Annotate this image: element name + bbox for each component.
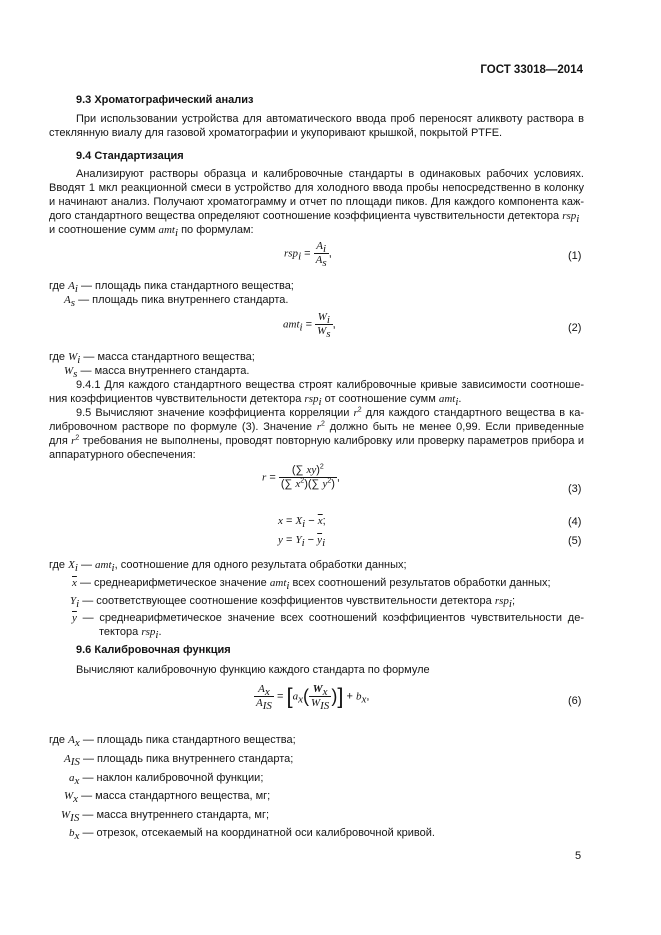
page-number: 5	[575, 850, 582, 862]
s95-line1: 9.5 Вычисляют значение коэффициента корреляции $r^2$ для каждого стандартного вещества в ка-	[76, 406, 585, 419]
equation-1: rsp$_i$ = $\frac{A_i}{A_s}$ ,	[284, 240, 332, 270]
s94-line5: и соотношение сумм amt$_i$ по формулам:	[49, 224, 254, 240]
equation-3: r = $\frac{(\sum xy)^2}{(\sum x^2)(\sum y^2)}$ ,	[262, 463, 340, 490]
where1-row2: $A_s$ — площадь пика внутреннего стандарта.	[64, 294, 289, 310]
equation-2: amt$_i$ = $\frac{W_i}{W_s}$ ,	[283, 311, 336, 341]
where4-row6: $b_x$ — отрезок, отсекаемый на координатной оси калибровочной кривой.	[69, 827, 435, 843]
where2-row1: где $W_i$ — масса стандартного вещества;	[49, 351, 255, 367]
s94-line4: дого стандартного вещества определяют соотношение коэффициента чувствительности детектора rsp$_i$	[49, 210, 580, 226]
where2-row2: $W_s$ — масса внутреннего стандарта.	[64, 365, 250, 381]
where3-row2: $\overline{x}$ — среднеарифметическое значение amt$_i$ всех соотношений результатов обработки данных;	[72, 577, 551, 593]
section-9-4-title: 9.4 Стандартизация	[76, 150, 184, 162]
equation-1-number: (1)	[568, 250, 582, 262]
s96-line1: Вычисляют калибровочную функцию каждого стандарта по формуле	[76, 664, 430, 676]
where4-row2: $A_{IS}$ — площадь пика внутреннего стандарта;	[64, 753, 294, 769]
where3-row4: $\overline{y}$ — среднеарифметическое значение всех соотношений коэффициентов чувствительности де-	[72, 612, 584, 624]
where4-row1: где $A_x$ — площадь пика стандартного вещества;	[49, 734, 296, 750]
s94-line3: и начинают анализ. Получают хроматограмму и отчет по площади пиков. Для каждого компонента каж-	[49, 196, 584, 208]
s93-line2: стеклянную виалу для газовой хроматографии и укупоривают крышкой, покрытой PTFE.	[49, 127, 503, 139]
section-9-3-title: 9.3 Хроматографический анализ	[76, 94, 254, 106]
where4-row5: $W_{IS}$ — масса внутреннего стандарта, мг;	[61, 809, 270, 825]
equation-5: $y = Y_i - \overline{y}_i$	[278, 534, 326, 550]
equation-2-number: (2)	[568, 322, 582, 334]
where4-row3: $a_x$ — наклон калибровочной функции;	[69, 772, 264, 788]
s95-line2: либровочном растворе по формуле (3). Значение $r^2$ должно быть не менее 0,99. Если приведенные	[49, 420, 584, 433]
s941-line1: 9.4.1 Для каждого стандартного вещества строят калибровочные кривые зависимости соотноше-	[76, 379, 584, 391]
document-id: ГОСТ 33018—2014	[480, 64, 583, 76]
equation-4-number: (4)	[568, 516, 582, 528]
s95-line4: аппаратурного обеспечения:	[49, 449, 196, 461]
equation-5-number: (5)	[568, 535, 582, 547]
equation-6-number: (6)	[568, 695, 582, 707]
where3-row1: где $X_i$ — amt$_i$, соотношение для одного результата обработки данных;	[49, 559, 407, 575]
s94-line1: Анализируют растворы образца и калибровочные стандарты в одинаковых рабочих условиях.	[76, 168, 584, 180]
equation-4: $x = X_i - \overline{x}$;	[278, 515, 326, 531]
where1-row1: где $A_i$ — площадь пика стандартного вещества;	[49, 280, 294, 296]
where3-row3: $Y_i$ — соответствующее соотношение коэффициентов чувствительности детектора rsp$_i$;	[70, 595, 516, 611]
where4-row4: $W_x$ — масса стандартного вещества, мг;	[64, 790, 271, 806]
section-9-6-title: 9.6 Калибровочная функция	[76, 644, 231, 656]
s94-line2: Вводят 1 мкл реакционной смеси в устройство для холодного ввода пробы непосредственно в колонку	[49, 182, 584, 194]
s941-line2: ния коэффициентов чувствительности детектора rsp$_i$ от соотношение сумм amt$_i$.	[49, 393, 462, 409]
equation-6: $\frac{A_x}{A_{IS}}$ = [$a_x$( $\frac{W_x}{W_{IS}}$ )] + $b_x$,	[256, 683, 370, 713]
s95-line3: для $r^2$ требования не выполнены, проводят повторную калибровку или проверку параметров прибора и	[49, 434, 584, 447]
equation-3-number: (3)	[568, 483, 582, 495]
where3-row4-cont: тектора rsp$_i$.	[99, 626, 162, 642]
s93-line1: При использовании устройства для автоматического ввода проб переносят аликвоту раствора в	[76, 113, 584, 125]
